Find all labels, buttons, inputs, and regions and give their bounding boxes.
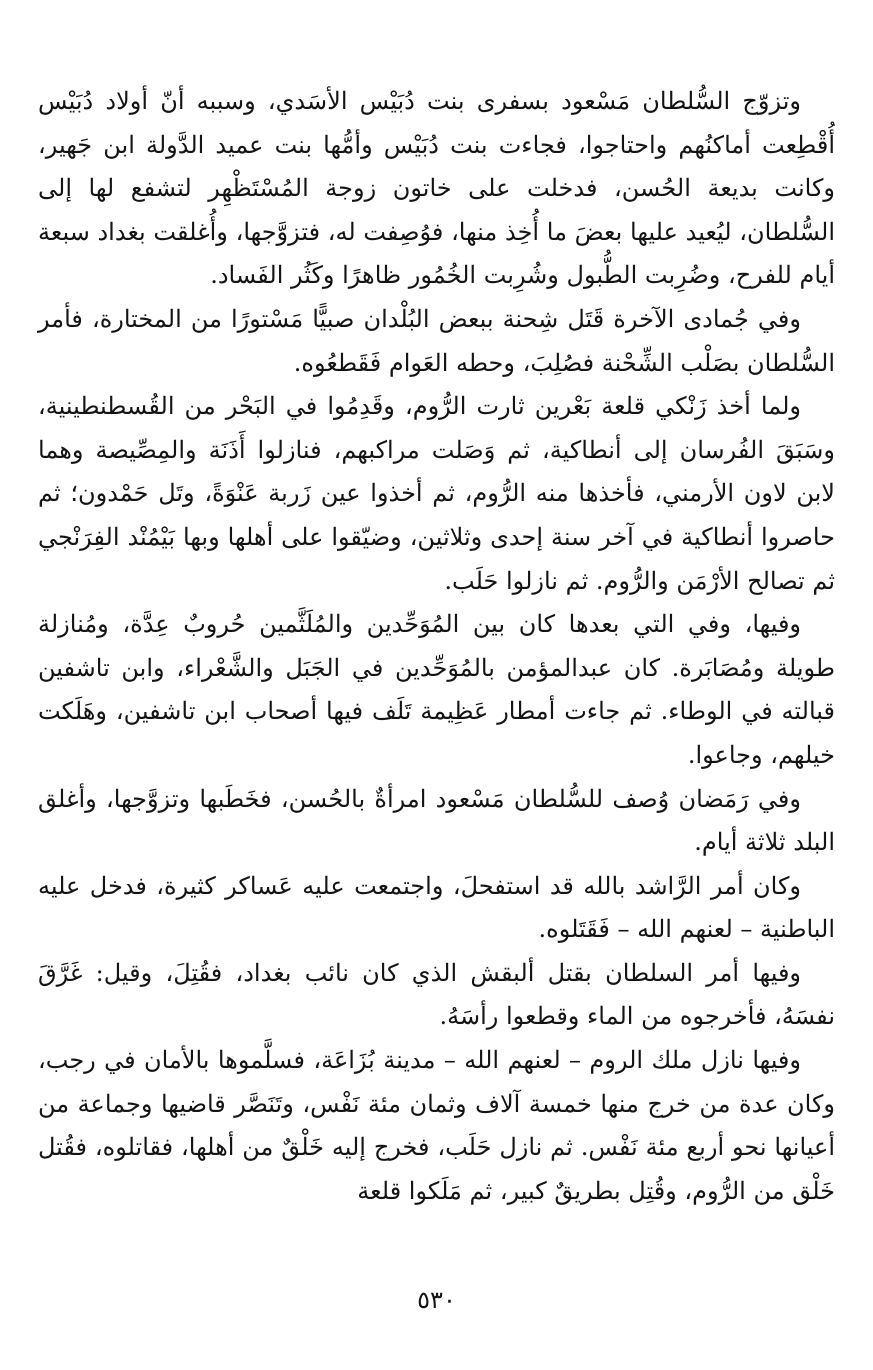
paragraph-albaqsh-killed: وفيها أمر السلطان بقتل ألبقش الذي كان نائب بغداد، فقُتِلَ، وقيل: غَرَّقَ نفسَهُ، فأخرجوه من الماء وقطعوا رأسَهُ. — [38, 958, 835, 1031]
body-text — [38, 80, 835, 1213]
paragraph-ramadan-marriage: وفي رَمَضان وُصف للسُّلطان مَسْعود امرأةٌ بالحُسن، فخَطَبها وتزوَّجها، وأغلق البلد ثلاثة أيام. — [38, 784, 835, 857]
paragraph-rashid-killed: وكان أمر الرَّاشد بالله قد استفحلَ، واجتمعت عليه عَساكر كثيرة، فدخل عليه الباطنية – لعنهم الله – فَقَتَلوه. — [38, 871, 835, 944]
paragraph-almohads-almoravids: وفيها، وفي التي بعدها كان بين المُوَحِّدين والمُلَثَّمين حُروبٌ عِدَّة، ومُنازلة طويلة ومُصَابَرة. كان عبدالمؤمن بالمُوَحِّدين في الجَبَل والشَّعْراء، وابن تاشفين قبالته في الوطاء. ثم جاءت أمطار عَظِيمة تَلَف فيها أصحاب ابن تاشفين، وهَلَكت خيلهم، وجاعوا. — [38, 610, 835, 769]
paragraph-zengi-byzantines: ولما أخذ زَنْكي قلعة بَعْرين ثارت الرُّوم، وقَدِمُوا في البَحْر من القُسطنطينية، وسَبَقَ الفُرسان إلى أنطاكية، ثم وَصَلت مراكبهم، فنازلوا أَذَنَة والمِصِّيصة وهما لابن لاون الأرمني، فأخذها منه الرُّوم، ثم أخذوا عين زَربة عَنْوَةً، وتَل حَمْدون؛ ثم حاصروا أنطاكية في آخر سنة إحدى وثلاثين، وضيّقوا على أهلها وبها بَيْمُنْد الفِرَنْجي ثم تصالح الأرْمَن والرُّوم. ثم نازلوا حَلَب. — [38, 392, 835, 595]
page-number: ٥٣٠ — [417, 1286, 456, 1314]
paragraph-jumada-shihna: وفي جُمادى الآخرة قَتَل شِحنة ببعض البُلْدان صبيًّا مَسْتورًا من المختارة، فأمر السُّلطان بصَلْب الشِّحْنة فصُلِبَ، وحطه العَوام فَقَطعُوه. — [38, 304, 835, 377]
paragraph-sultan-marriage: وتزوّج السُّلطان مَسْعود بسفرى بنت دُبَيْس الأسَدي، وسببه أنّ أولاد دُبَيْس أُقْطِعت أماكنُهم واحتاجوا، فجاءت بنت دُبَيْس وأمُّها بنت عميد الدَّولة ابن جَهير، وكانت بديعة الحُسن، فدخلت على خاتون زوجة المُسْتَظْهِر لتشفع لها إلى السُّلطان، ليُعيد عليها بعضَ ما أُخِذ منها، فوُصِفت له، فتزوَّجها، وأُغلقت بغداد سبعة أيام للفرح، وضُرِبت الطُّبول وشُرِبت الخُمُور ظاهرًا وكَثُر الفَساد. — [38, 87, 835, 290]
paragraph-buzaa-siege: وفيها نازل ملك الروم – لعنهم الله – مدينة بُزَاعَة، فسلَّموها بالأمان في رجب، وكان عدة من خرج منها خمسة آلاف وثمان مئة نَفْس، وتَنَصَّر قاضيها وجماعة من أعيانها نحو أربع مئة نَفْس. ثم نازل حَلَب، فخرج إليه خَلْقٌ من أهلها، فقاتلوه، فقُتل خَلْق من الرُّوم، وقُتِل بطريقٌ كبير، ثم مَلَكوا قلعة — [38, 1046, 835, 1205]
